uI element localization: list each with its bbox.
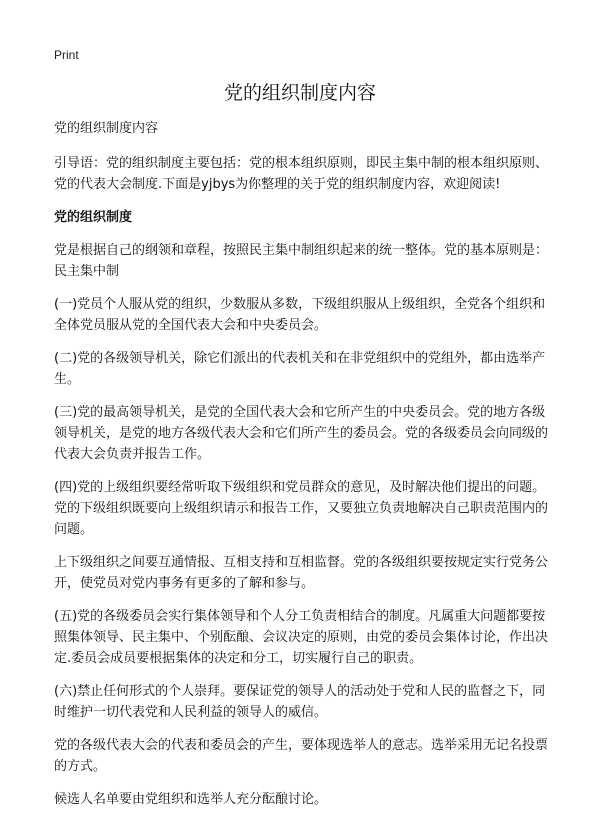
page-title: 党的组织制度内容 xyxy=(223,82,376,104)
paragraph-item-2: (二)党的各级领导机关，除它们派出的代表机关和在非党组织中的党组外，都由选举产生。 xyxy=(54,351,546,387)
paragraph-candidates: 候选人名单要由党组织和选举人充分酝酿讨论。 xyxy=(54,792,328,807)
paragraph-item-3: (三)党的最高领导机关，是党的全国代表大会和它所产生的中央委员会。党的地方各级领导机关，是党的地方各级代表大会和它们所产生的委员会。党的各级委员会向同级的代表大会负责并报告工作。 xyxy=(54,405,549,462)
intro-paragraph: 引导语：党的组织制度主要包括：党的根本组织原则，即民主集中制的根本组织原则、党的代表大会制度.下面是yjbys为你整理的关于党的组织制度内容，欢迎阅读! xyxy=(54,156,549,192)
article-body xyxy=(54,118,550,822)
paragraph-item-1: (一)党员个人服从党的组织，少数服从多数，下级组织服从上级组织，全党各个组织和全体党员服从党的全国代表大会和中央委员会。 xyxy=(54,297,546,333)
paragraph-item-6: (六)禁止任何形式的个人崇拜。要保证党的领导人的活动处于党和人民的监督之下，同时维护一切代表党和人民利益的领导人的威信。 xyxy=(54,684,546,720)
paragraph-election: 党的各级代表大会的代表和委员会的产生，要体现选举人的意志。选举采用无记名投票的方式。 xyxy=(54,738,549,774)
paragraph-supervision: 上下级组织之间要互通情报、互相支持和互相监督。党的各级组织要按规定实行党务公开，使党员对党内事务有更多的了解和参与。 xyxy=(54,555,549,591)
paragraph-principle: 党是根据自己的纲领和章程，按照民主集中制组织起来的统一整体。党的基本原则是：民主集中制 xyxy=(54,243,549,279)
paragraph-item-4: (四)党的上级组织要经常听取下级组织和党员群众的意见，及时解决他们提出的问题。党的下级组织既要向上级组织请示和报告工作，又要独立负责地解决自己职责范围内的问题。 xyxy=(54,480,549,537)
article-heading-line: 党的组织制度内容 xyxy=(54,121,159,136)
section-subtitle: 党的组织制度 xyxy=(54,210,133,225)
paragraph-item-5: (五)党的各级委员会实行集体领导和个人分工负责相结合的制度。凡属重大问题都要按照集体领导、民主集中、个别酝酿、会议决定的原则，由党的委员会集体讨论，作出决定.委员会成员要根据集体的决定和分工，切实履行自己的职责。 xyxy=(54,609,549,666)
print-link[interactable]: Print xyxy=(54,48,79,62)
